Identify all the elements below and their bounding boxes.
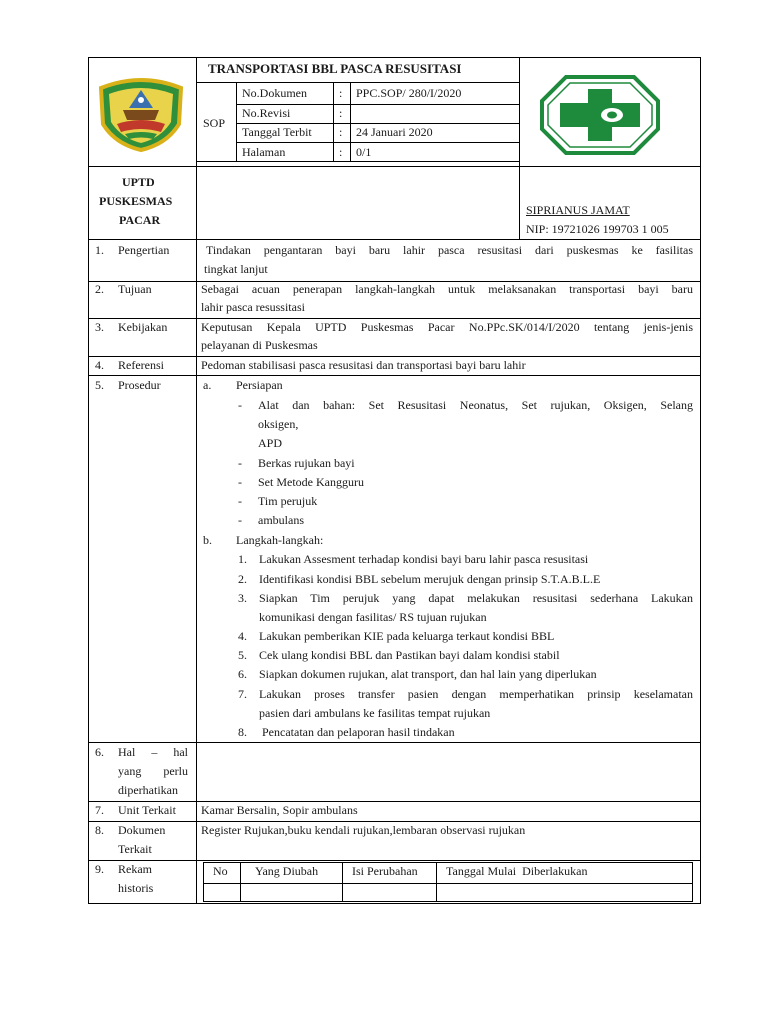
section-number: 9. xyxy=(95,862,104,876)
section-label: Pengertian xyxy=(118,243,170,257)
section-number: 7. xyxy=(95,803,104,817)
step-number: 2. xyxy=(238,572,247,586)
section-number: 3. xyxy=(95,320,104,334)
step-text: Siapkan Tim perujuk yang dapat melakukan resusitasi sederhana Lakukan xyxy=(259,591,693,605)
section-number: 4. xyxy=(95,358,104,372)
subsection-title: Langkah-langkah: xyxy=(236,533,324,547)
list-item-continuation: APD xyxy=(258,436,283,450)
step-text-continuation: pasien dari ambulans ke fasilitas tempat rujukan xyxy=(259,706,491,720)
list-item: Tim perujuk xyxy=(258,494,318,508)
section-number: 8. xyxy=(95,823,104,837)
section-label: Prosedur xyxy=(118,378,161,392)
table-header-cell: Isi Perubahan xyxy=(352,864,418,878)
section-text-line: lahir pasca resussitasi xyxy=(201,300,305,314)
section-text-line: Sebagai acuan penerapan langkah-langkah untuk melaksanakan transportasi bayi baru xyxy=(201,282,693,296)
section-label: Kebijakan xyxy=(118,320,168,334)
section-text-line: pelayanan di Puskesmas xyxy=(201,338,318,352)
section-label-line: Dokumen xyxy=(118,823,166,837)
step-text: Lakukan proses transfer pasien dengan memperhatikan prinsip keselamatan xyxy=(259,687,693,701)
info-colon: : xyxy=(339,86,343,100)
section-label: Referensi xyxy=(118,358,164,372)
section-text-line: Tindakan pengantaran bayi baru lahir pasca resusitasi dari puskesmas ke fasilitas xyxy=(206,243,693,257)
info-label-issue-date: Tanggal Terbit xyxy=(242,125,312,139)
org-line: PACAR xyxy=(119,213,161,227)
regency-crest-logo xyxy=(95,76,187,152)
info-label-page: Halaman xyxy=(242,145,286,159)
section-value: Register Rujukan,buku kendali rujukan,lembaran observasi rujukan xyxy=(201,823,526,837)
section-text-line: Keputusan Kepala UPTD Puskesmas Pacar No.PPc.SK/014/I/2020 tentang jenis-jenis xyxy=(201,320,693,334)
puskesmas-logo xyxy=(540,75,660,155)
step-text: Siapkan dokumen rujukan, alat transport, dan hal lain yang diperlukan xyxy=(259,667,597,681)
section-label-line: Terkait xyxy=(118,842,152,856)
step-text: Cek ulang kondisi BBL dan Pastikan bayi dalam kondisi stabil xyxy=(259,648,560,662)
section-label-line: Hal – hal xyxy=(118,745,188,759)
step-number: 3. xyxy=(238,591,247,605)
list-item: Alat dan bahan: Set Resusitasi Neonatus, Set rujukan, Oksigen, Selang xyxy=(258,398,693,412)
step-text: Identifikasi kondisi BBL sebelum merujuk dengan prinsip S.T.A.B.L.E xyxy=(259,572,601,586)
section-value: Kamar Bersalin, Sopir ambulans xyxy=(201,803,358,817)
section-label-line: yang perlu xyxy=(118,764,188,778)
section-label-line: Rekam xyxy=(118,862,152,876)
info-value-doc-number: PPC.SOP/ 280/I/2020 xyxy=(356,86,462,100)
table-header-cell: No xyxy=(213,864,228,878)
list-item: ambulans xyxy=(258,513,304,527)
section-label: Unit Terkait xyxy=(118,803,176,817)
list-item: Set Metode Kangguru xyxy=(258,475,364,489)
info-colon: : xyxy=(339,106,343,120)
list-bullet: - xyxy=(238,494,242,508)
section-label: Tujuan xyxy=(118,282,152,296)
table-header-cell: Yang Diubah xyxy=(255,864,319,878)
subsection-marker: a. xyxy=(203,378,212,392)
subsection-marker: b. xyxy=(203,533,212,547)
section-number: 5. xyxy=(95,378,104,392)
info-label-doc-number: No.Dokumen xyxy=(242,86,307,100)
info-colon: : xyxy=(339,125,343,139)
step-text: Lakukan Assesment terhadap kondisi bayi baru lahir pasca resusitasi xyxy=(259,552,589,566)
list-item-continuation: oksigen, xyxy=(258,417,299,431)
section-label-line: historis xyxy=(118,881,154,895)
list-bullet: - xyxy=(238,456,242,470)
step-number: 4. xyxy=(238,629,247,643)
subsection-title: Persiapan xyxy=(236,378,283,392)
org-line: PUSKESMAS xyxy=(99,194,173,208)
section-number: 1. xyxy=(95,243,104,257)
section-text-line: Pedoman stabilisasi pasca resusitasi dan transportasi bayi baru lahir xyxy=(201,358,526,372)
step-number: 6. xyxy=(238,667,247,681)
step-number: 7. xyxy=(238,687,247,701)
org-line: UPTD xyxy=(122,175,155,189)
sop-label: SOP xyxy=(203,116,226,130)
step-text: Lakukan pemberikan KIE pada keluarga terkaut kondisi BBL xyxy=(259,629,555,643)
section-text-line: tingkat lanjut xyxy=(204,262,268,276)
signer-nip: NIP: 19721026 199703 1 005 xyxy=(526,222,669,236)
step-number: 1. xyxy=(238,552,247,566)
section-label-line: diperhatikan xyxy=(118,783,178,797)
step-text: Pencatatan dan pelaporan hasil tindakan xyxy=(259,725,455,739)
document-title: TRANSPORTASI BBL PASCA RESUSITASI xyxy=(208,61,462,76)
info-value-page: 0/1 xyxy=(356,145,372,159)
list-bullet: - xyxy=(238,513,242,527)
info-value-issue-date: 24 Januari 2020 xyxy=(356,125,433,139)
info-colon: : xyxy=(339,145,343,159)
step-number: 8. xyxy=(238,725,247,739)
list-bullet: - xyxy=(238,398,242,412)
list-item: Berkas rujukan bayi xyxy=(258,456,355,470)
section-number: 2. xyxy=(95,282,104,296)
section-number: 6. xyxy=(95,745,104,759)
info-label-revision: No.Revisi xyxy=(242,106,291,120)
list-bullet: - xyxy=(238,475,242,489)
table-header-cell: Tanggal Mulai Diberlakukan xyxy=(446,864,588,878)
signer-name: SIPRIANUS JAMAT xyxy=(526,203,630,217)
step-text-continuation: komunikasi dengan fasilitas/ RS tujuan rujukan xyxy=(259,610,487,624)
step-number: 5. xyxy=(238,648,247,662)
